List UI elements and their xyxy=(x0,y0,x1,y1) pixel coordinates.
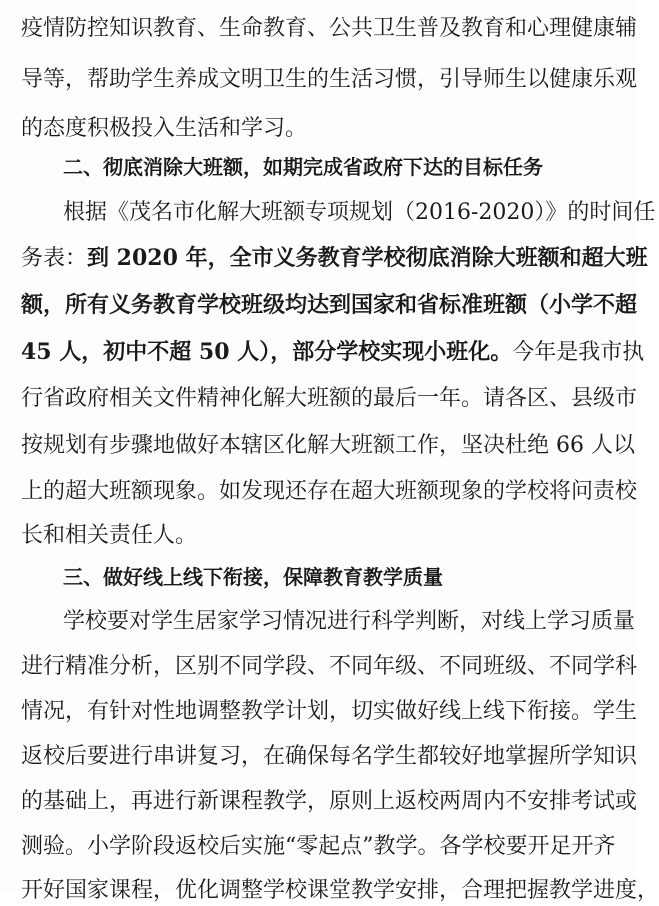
text-line: 长和相关责任人。 xyxy=(21,523,198,548)
text-run: 今年是我市执 xyxy=(512,340,645,365)
text-line: 行省政府相关文件精神化解大班额的最后一年。请各区、县级市 xyxy=(21,386,638,411)
text-line xyxy=(21,243,648,273)
text-run: 务表： xyxy=(21,246,88,271)
text-line: 额，所有义务教育学校班级均达到国家和省标准班额（小学不超 xyxy=(21,292,638,318)
text-line: 导等，帮助学生养成文明卫生的生活习惯，引导师生以健康乐观 xyxy=(21,67,638,92)
text-line: 进行精准分析，区别不同学段、不同年级、不同班级、不同学科 xyxy=(21,654,638,679)
text-line: 返校后要进行串讲复习，在确保每名学生都较好地掌握所学知识 xyxy=(21,744,638,769)
text-line: 的态度积极投入生活和学习。 xyxy=(21,116,308,141)
bold-text-run: 45 人，初中不超 50 人），部分学校实现小班化。 xyxy=(21,339,513,365)
text-line: 开好国家课程，优化调整学校课堂教学安排，合理把握教学进度， xyxy=(21,878,659,903)
text-line xyxy=(21,337,645,367)
text-line: 疫情防控知识教育、生命教育、公共卫生普及教育和心理健康辅 xyxy=(21,16,638,41)
text-line: 按规划有步骤地做好本辖区化解大班额工作，坚决杜绝 66 人以 xyxy=(21,433,635,458)
bold-text-run: 到 2020 年，全市义务教育学校彻底消除大班额和超大班 xyxy=(87,245,648,271)
text-line: 的基础上，再进行新课程教学，原则上返校两周内不安排考试或 xyxy=(21,789,638,814)
text-line: 学校要对学生居家学习情况进行科学判断，对线上学习质量 xyxy=(63,609,636,634)
section-heading: 二、彻底消除大班额，如期完成省政府下达的目标任务 xyxy=(63,155,543,179)
text-line: 根据《茂名市化解大班额专项规划（2016-2020）》的时间任 xyxy=(63,200,656,225)
text-line: 上的超大班额现象。如发现还存在超大班额现象的学校将问责校 xyxy=(21,479,638,504)
text-line: 情况，有针对性地调整教学计划，切实做好线上线下衔接。学生 xyxy=(21,699,638,724)
text-line: 测验。小学阶段返校后实施“零起点”教学。各学校要开足开齐 xyxy=(21,834,616,859)
section-heading: 三、做好线上线下衔接，保障教育教学质量 xyxy=(63,565,443,589)
